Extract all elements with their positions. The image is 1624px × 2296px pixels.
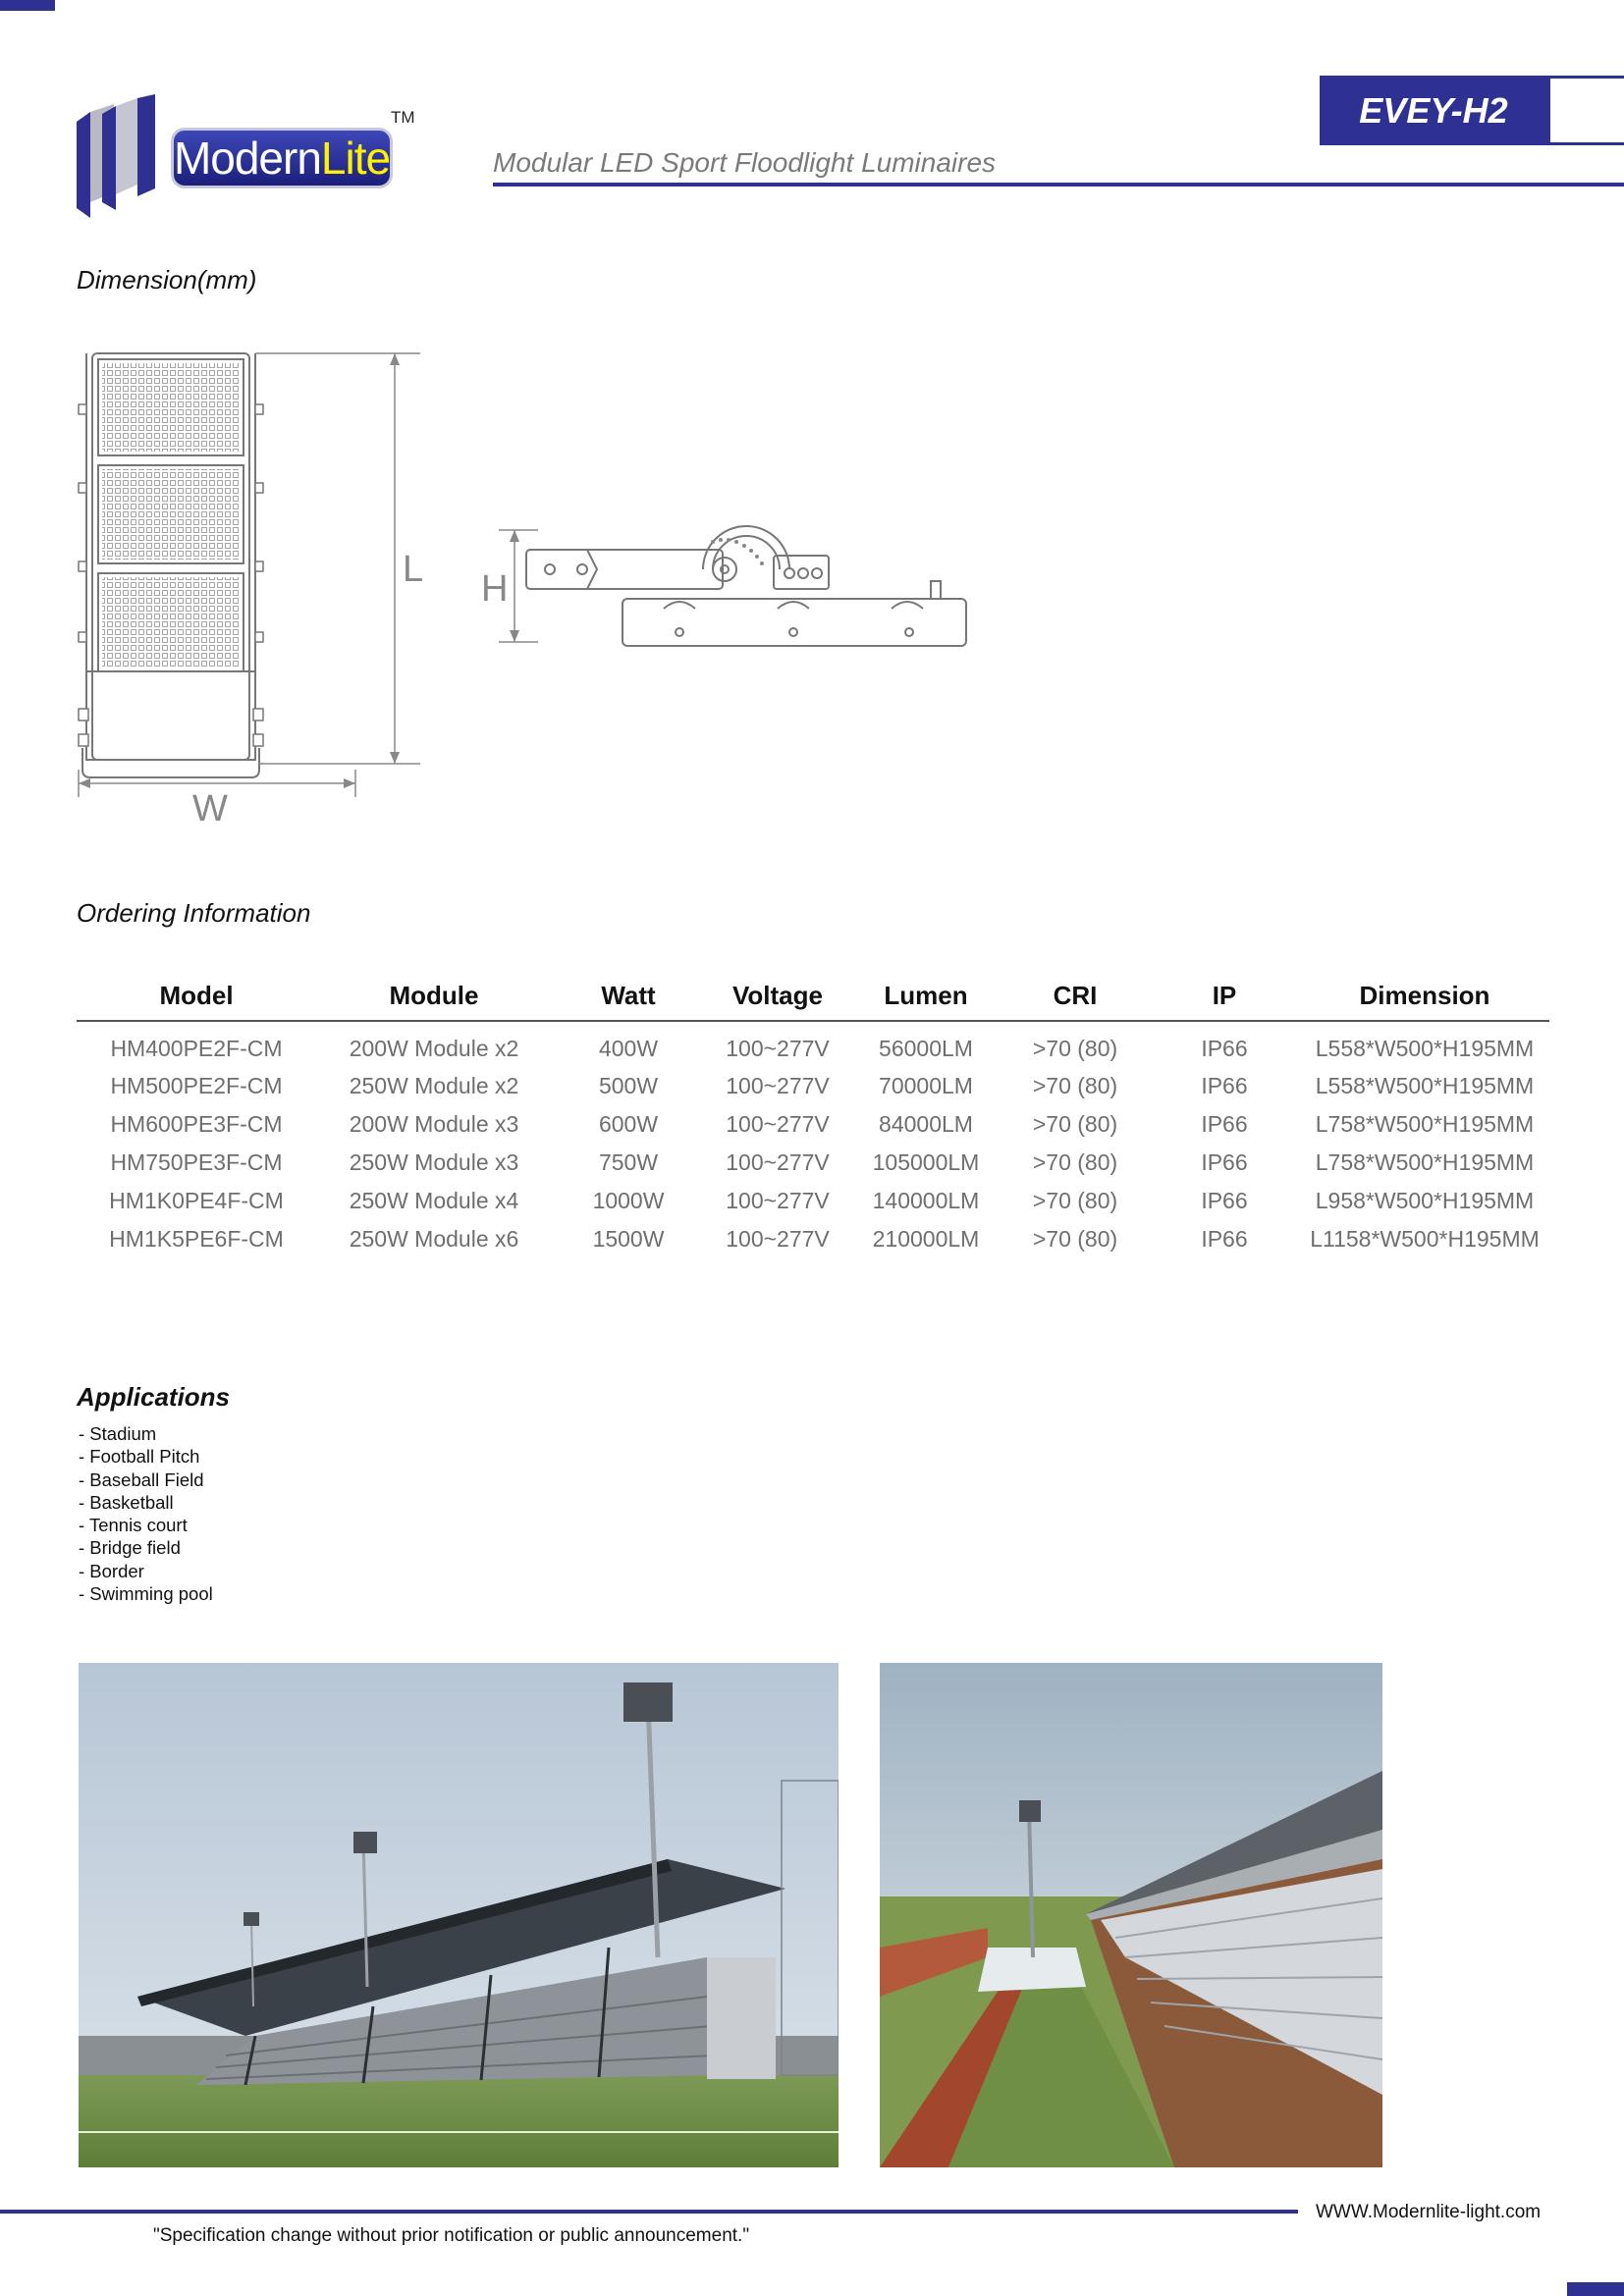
- logo-word-modern: Modern: [173, 133, 321, 184]
- ordering-table: [77, 972, 1549, 1258]
- cell-model: HM1K0PE4F-CM: [109, 1188, 284, 1213]
- table-row: [77, 1220, 1549, 1258]
- cell-cri: >70 (80): [1032, 1073, 1118, 1098]
- cell-module: 200W Module x2: [349, 1035, 519, 1061]
- cell-ip: IP66: [1201, 1111, 1248, 1137]
- cell-dimension: L958*W500*H195MM: [1315, 1188, 1535, 1213]
- cell-module: 250W Module x2: [349, 1073, 519, 1098]
- cell-dimension: L758*W500*H195MM: [1315, 1111, 1535, 1137]
- logo-word-lite: Lite: [320, 133, 391, 184]
- column-header-model: Model: [159, 981, 234, 1010]
- dimension-heading: Dimension(mm): [77, 265, 257, 294]
- cell-model: HM750PE3F-CM: [110, 1149, 283, 1175]
- corner-accent-top: [0, 0, 55, 11]
- trademark-symbol: TM: [391, 108, 415, 127]
- column-header-voltage: Voltage: [732, 981, 823, 1010]
- track-photo: [880, 1663, 1382, 2167]
- list-item: - Football Pitch: [79, 1446, 200, 1468]
- side-view-drawing: [479, 520, 970, 658]
- footer-divider: [0, 2210, 1298, 2214]
- column-header-module: Module: [389, 981, 479, 1010]
- cell-module: 250W Module x4: [349, 1188, 519, 1213]
- column-header-lumen: Lumen: [884, 981, 968, 1010]
- cell-voltage: 100~277V: [726, 1073, 830, 1098]
- height-label: H: [481, 568, 509, 610]
- footer-website: WWW.Modernlite-light.com: [1316, 2202, 1542, 2222]
- corner-accent-bottom: [1567, 2282, 1624, 2296]
- cell-dimension: L1158*W500*H195MM: [1310, 1226, 1540, 1252]
- cell-ip: IP66: [1201, 1188, 1248, 1213]
- cell-watt: 500W: [598, 1073, 659, 1098]
- product-subtitle: Modular LED Sport Floodlight Luminaires: [493, 147, 997, 178]
- cell-model: HM600PE3F-CM: [110, 1111, 283, 1137]
- cell-dimension: L558*W500*H195MM: [1315, 1073, 1535, 1098]
- column-header-dimension: Dimension: [1359, 981, 1490, 1010]
- cell-dimension: L758*W500*H195MM: [1315, 1149, 1535, 1175]
- list-item: - Baseball Field: [79, 1468, 204, 1490]
- column-header-ip: IP: [1212, 981, 1237, 1010]
- cell-model: HM1K5PE6F-CM: [109, 1226, 284, 1252]
- cell-voltage: 100~277V: [726, 1149, 830, 1175]
- cell-ip: IP66: [1201, 1226, 1248, 1252]
- table-row: [77, 1067, 1549, 1105]
- table-header-row: [77, 972, 1549, 1021]
- cell-voltage: 100~277V: [726, 1226, 830, 1252]
- cell-ip: IP66: [1201, 1149, 1248, 1175]
- logo-wordmark: [171, 128, 393, 188]
- list-item: - Bridge field: [79, 1537, 181, 1559]
- cell-lumen: 56000LM: [879, 1035, 973, 1061]
- cell-voltage: 100~277V: [726, 1111, 830, 1137]
- front-view-drawing: [75, 346, 428, 827]
- cell-cri: >70 (80): [1032, 1111, 1118, 1137]
- cell-watt: 1500W: [592, 1226, 665, 1252]
- brand-logo: [77, 94, 420, 218]
- cell-voltage: 100~277V: [726, 1188, 830, 1213]
- list-item: - Stadium: [79, 1423, 157, 1444]
- cell-module: 200W Module x3: [349, 1111, 519, 1137]
- list-item: - Swimming pool: [79, 1583, 213, 1605]
- applications-list: [79, 1422, 213, 1605]
- cell-lumen: 70000LM: [879, 1073, 973, 1098]
- cell-lumen: 105000LM: [872, 1149, 980, 1175]
- cell-cri: >70 (80): [1032, 1035, 1118, 1061]
- cell-cri: >70 (80): [1032, 1149, 1118, 1175]
- cell-model: HM400PE2F-CM: [110, 1035, 283, 1061]
- table-row: [77, 1021, 1549, 1067]
- list-item: - Basketball: [79, 1491, 174, 1513]
- cell-ip: IP66: [1201, 1035, 1248, 1061]
- applications-heading: Applications: [77, 1382, 231, 1412]
- list-item: - Tennis court: [79, 1515, 188, 1536]
- cell-dimension: L558*W500*H195MM: [1315, 1035, 1535, 1061]
- footer-disclaimer: "Specification change without prior notification or public announcement.": [153, 2225, 750, 2246]
- cell-model: HM500PE2F-CM: [110, 1073, 283, 1098]
- width-label: W: [192, 788, 228, 827]
- cell-cri: >70 (80): [1032, 1188, 1118, 1213]
- cell-module: 250W Module x6: [349, 1226, 519, 1252]
- model-code-badge: EVEY-H2: [1320, 76, 1547, 145]
- cell-module: 250W Module x3: [349, 1149, 519, 1175]
- cell-cri: >70 (80): [1032, 1226, 1118, 1252]
- cell-watt: 600W: [598, 1111, 659, 1137]
- column-header-cri: CRI: [1053, 981, 1098, 1010]
- logo-mark-icon: [77, 94, 165, 218]
- ordering-heading: Ordering Information: [77, 898, 311, 928]
- cell-lumen: 84000LM: [879, 1111, 973, 1137]
- table-row: [77, 1144, 1549, 1182]
- cell-lumen: 210000LM: [872, 1226, 980, 1252]
- cell-voltage: 100~277V: [726, 1035, 830, 1061]
- cell-lumen: 140000LM: [872, 1188, 980, 1213]
- list-item: - Border: [79, 1560, 144, 1581]
- column-header-watt: Watt: [601, 981, 656, 1010]
- cell-watt: 1000W: [592, 1188, 665, 1213]
- cell-watt: 400W: [598, 1035, 659, 1061]
- stadium-photo: [79, 1663, 839, 2167]
- table-row: [77, 1105, 1549, 1144]
- model-badge-frame: [1547, 76, 1624, 145]
- cell-watt: 750W: [598, 1149, 659, 1175]
- length-label: L: [403, 549, 424, 590]
- header-divider: [493, 183, 1624, 187]
- table-row: [77, 1182, 1549, 1220]
- cell-ip: IP66: [1201, 1073, 1248, 1098]
